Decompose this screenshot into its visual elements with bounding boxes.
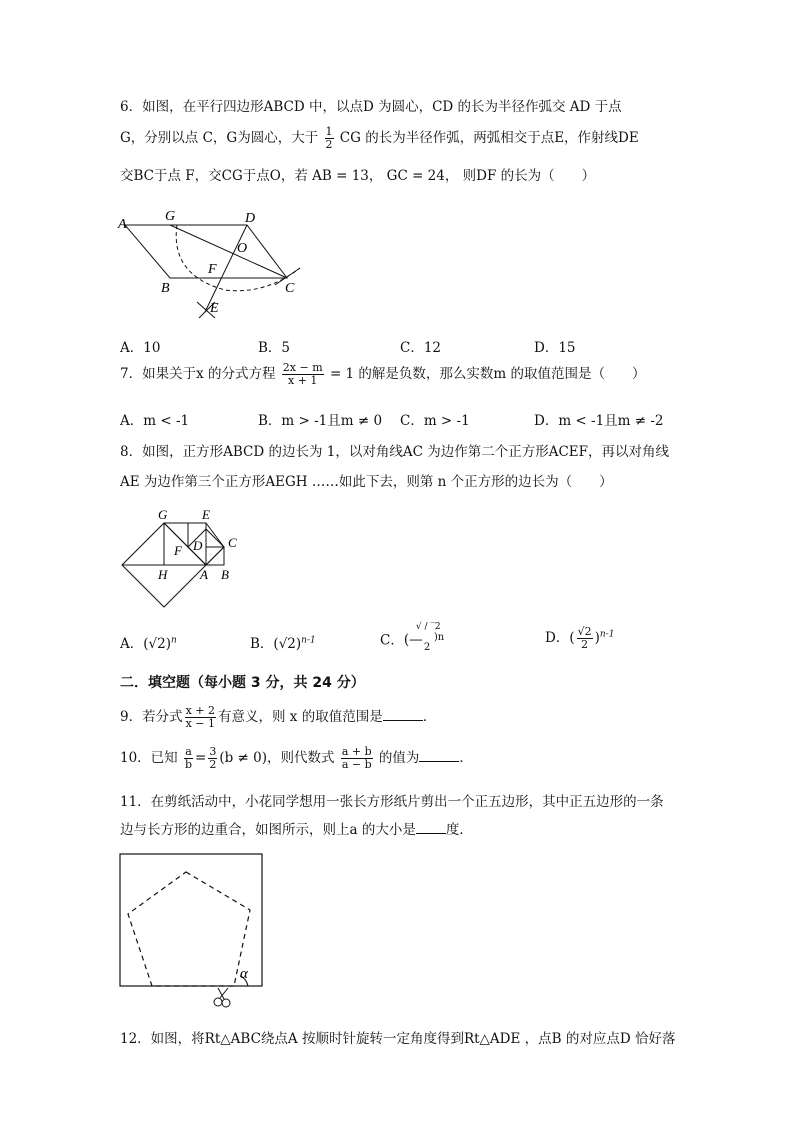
q11-answer-blank[interactable] [416,821,446,834]
label-G: G [165,209,176,224]
label-B: B [161,281,170,296]
q7-option-d: D．m < -1且m ≠ -2 [534,413,664,429]
q6-option-d: D．15 [534,340,576,356]
label-O: O [237,241,248,256]
q6-line1: 6．如图，在平行四边形ABCD 中，以点D 为圆心，CD 的长为半径作弧交 AD 于点 [120,99,622,115]
q7-option-a: A．m < -1 [120,413,190,429]
label-F: F [174,543,182,558]
label-A: A [118,217,127,232]
q6-fraction: $\frac{1}{2}$ [325,125,333,151]
label-B: B [221,567,229,582]
q6-figure [115,200,325,320]
label-C: C [228,535,237,550]
q6-option-b: B．5 [258,340,291,356]
q8-line1: 8．如图，正方形ABCD 的边长为 1，以对角线AC 为边作第二个正方形ACEF，再以对角线 [120,444,670,460]
q12-line1: 12．如图，将Rt△ABC绕点A 按顺时针旋转一定角度得到Rt△ADE ，点B 的对应点D 恰好落 [120,1031,676,1047]
q8-option-d: D．( $\frac{√2}{2}$ )$^{n-1}$ [545,625,615,651]
label-G: G [158,507,168,522]
q7-pre: 7．如果关于x 的分式方程 [120,366,276,382]
q6-option-a: A．10 [120,340,161,356]
q9-answer-blank[interactable] [383,708,423,721]
q7-option-c: C．m > -1 [400,413,470,429]
q6-line2 [120,126,639,151]
q7-post: = 1 的解是负数，那么实数m 的取值范围是（ ） [329,366,646,382]
q8-figure [118,505,248,615]
q6-line3: 交BC于点 F，交CG于点O，若 AB = 13， GC = 24， 则DF 的长为（ ） [120,168,596,184]
q8-option-b: B．$(√2)^{n-1}$ [250,635,316,652]
label-D: D [193,538,203,553]
q8-option-a: A．$(√2)^n$ [120,635,177,652]
section-title: 二．填空题（每小题 3 分，共 24 分） [120,675,365,691]
q6-option-c: C．12 [400,340,442,356]
q11-line2: 边与长方形的边重合，如图所示，则上a 的大小是 度． [120,822,473,838]
q10-stem: 10．已知 $\frac{a}{b}$ = $\frac{3}{2}$ (b ≠ 0)，则代数式 $\frac{a + b}{a - b}$ 的值为 ． [120,745,473,771]
q9-fraction: $\frac{x + 2}{x - 1}$ [185,704,216,730]
label-E: E [202,507,210,522]
q7-option-b: B．m > -1且m ≠ 0 [258,413,383,429]
q10-answer-blank[interactable] [419,749,459,762]
q8-line2: AE 为边作第三个正方形AEGH ……如此下去，则第 n 个正方形的边长为（ ） [120,474,613,490]
label-H: H [158,567,168,582]
label-alpha: α [240,966,248,982]
q8-option-c: C． √ / ‾2 (— 2 )n [380,622,445,653]
label-F: F [208,262,217,277]
label-E: E [210,301,219,316]
scissors-icon [214,988,230,1007]
q9-stem: 9．若分式 $\frac{x + 2}{x - 1}$ 有意义，则 x 的取值范围是 ． [120,704,437,730]
q6-line2-b: CG 的长为半径作弧，两弧相交于点E，作射线DE [339,130,639,146]
label-C: C [285,281,295,296]
q6-line2-a: G，分别以点 C，G为圆心，大于 [120,130,319,146]
label-D: D [245,211,256,226]
q7-fraction: $\frac{2x - m}{x + 1}$ [282,361,323,387]
label-A: A [200,567,208,582]
q11-figure [118,852,268,1014]
q11-line1: 11．在剪纸活动中，小花同学想用一张长方形纸片剪出一个正五边形，其中正五边形的一条 [120,794,664,810]
q7-stem [120,362,646,387]
